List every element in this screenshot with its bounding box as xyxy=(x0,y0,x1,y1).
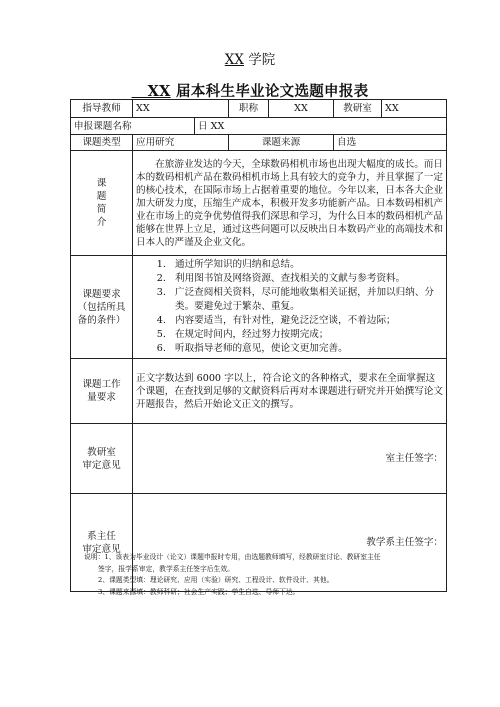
rank-value: XX xyxy=(269,100,334,118)
dept-opinion-label-line-2: 审定意见 xyxy=(82,543,121,555)
type-value: 应用研究 xyxy=(133,135,229,151)
college-title xyxy=(0,48,500,68)
intro-text: 在旅游业发达的今天，全球数码相机市场也出现大幅度的成长。而日本的数码相机产品在数码相机市场上具有较大的竞争力，并且掌握了一定的核心技术，在国际市场上占据着重要的地位。今年以来，日本各大企业加大研发力度，压缩生产成本，积极开发多功能新产品。日本数码相机产业在市场上的竞争优势值得我们深思和学习，为什么日本的数码相机产品能够在世界上立足，通过这些问题可以反映出日本数码产业的高端技术和日本人的严谨及企业文化。 xyxy=(133,151,447,256)
office-value: XX xyxy=(382,100,447,118)
requirement-item: 1. 通过所学知识的归纳和总结。 xyxy=(169,258,442,272)
note-line-1: 说明：1、该表为毕业设计（论文）课题申报时专用，由选题教师填写，经教研室讨论、教研室主任 xyxy=(84,553,381,561)
advisor-row xyxy=(71,100,447,118)
intro-label-char-3: 简 xyxy=(96,204,107,215)
note-line-2: 2、课题类型填：理论研究、应用（实验）研究、工程设计、软件设计、其他。 xyxy=(98,576,334,584)
requirement-item: 3. 广泛查阅相关资料，尽可能地收集相关证据，并加以归纳、分类。要避免过于繁杂、重复。 xyxy=(169,286,442,314)
application-table xyxy=(70,99,447,592)
dept-director-signature: 教学系主任签字： xyxy=(133,494,447,592)
intro-row xyxy=(71,151,447,256)
source-label: 课题来源 xyxy=(229,135,334,151)
form-notes xyxy=(84,552,444,598)
topic-row xyxy=(71,118,447,135)
workload-label-line-2: 量要求 xyxy=(87,392,116,403)
intro-label xyxy=(71,151,133,256)
workload-label-line-1: 课题工作 xyxy=(82,379,121,390)
note-line-3: 3、课题来源填：教师科研；社会生产实践；学生自选、导师下达。 xyxy=(98,587,300,596)
dept-opinion-label-line-1: 系主任 xyxy=(87,530,116,542)
requirements-content xyxy=(133,256,447,359)
note-line-1-continued: 签字，报学系审定，教学系主任签字后生效。 xyxy=(98,564,234,573)
requirement-item: 2. 利用图书馆及网络资源、查找相关的文献与参考资料。 xyxy=(169,272,442,286)
advisor-value: XX xyxy=(133,100,229,118)
requirement-item: 5. 在规定时间内，经过努力按期完成； xyxy=(169,328,442,342)
requirements-label-line-2: （包括所具 xyxy=(77,301,126,313)
office-label: 教研室 xyxy=(334,100,382,118)
college-name-placeholder: XX xyxy=(224,52,244,68)
office-director-signature: 室主任签字： xyxy=(133,424,447,494)
office-opinion-row xyxy=(71,424,447,494)
workload-row xyxy=(71,359,447,424)
requirements-list xyxy=(133,256,446,358)
requirement-item: 4. 内容要适当，有针对性，避免泛泛空谈，不着边际； xyxy=(169,314,442,328)
year-prefix: XX xyxy=(147,83,171,100)
requirements-label xyxy=(71,256,133,359)
advisor-label: 指导教师 xyxy=(71,100,133,118)
requirements-label-line-1: 课题要求 xyxy=(82,288,121,300)
college-suffix: 学院 xyxy=(243,52,276,68)
workload-label xyxy=(71,359,133,424)
topic-value: 日 XX xyxy=(195,118,447,135)
workload-text: 正文字数达到 6000 字以上，符合论文的各种格式，要求在全面掌握这个课题，在查找到足够的文献资料后再对本课题进行研究并开始撰写论文开题报告，然后开始论文正文的撰写。 xyxy=(133,359,447,424)
office-opinion-label-line-2: 审定意见 xyxy=(82,459,121,471)
office-opinion-label-line-1: 教研室 xyxy=(87,446,116,458)
type-label: 课题类型 xyxy=(71,135,133,151)
requirements-row xyxy=(71,256,447,359)
rank-label: 职称 xyxy=(229,100,269,118)
requirement-item: 6. 听取指导老师的意见，使论文更加完善。 xyxy=(169,342,442,356)
intro-label-char-1: 课 xyxy=(96,178,107,189)
source-value: 自选 xyxy=(334,135,447,151)
intro-label-char-2: 题 xyxy=(96,191,107,202)
topic-label: 申报课题名称 xyxy=(71,118,195,135)
office-opinion-label xyxy=(71,424,133,494)
form-title-suffix: 届本科生毕业论文选题申报表 xyxy=(170,83,369,100)
form-title xyxy=(0,80,500,101)
intro-label-char-4: 介 xyxy=(96,217,107,228)
graduation-year-placeholder xyxy=(132,83,171,100)
requirements-label-line-3: 备的条件） xyxy=(77,314,126,326)
type-row xyxy=(71,135,447,151)
